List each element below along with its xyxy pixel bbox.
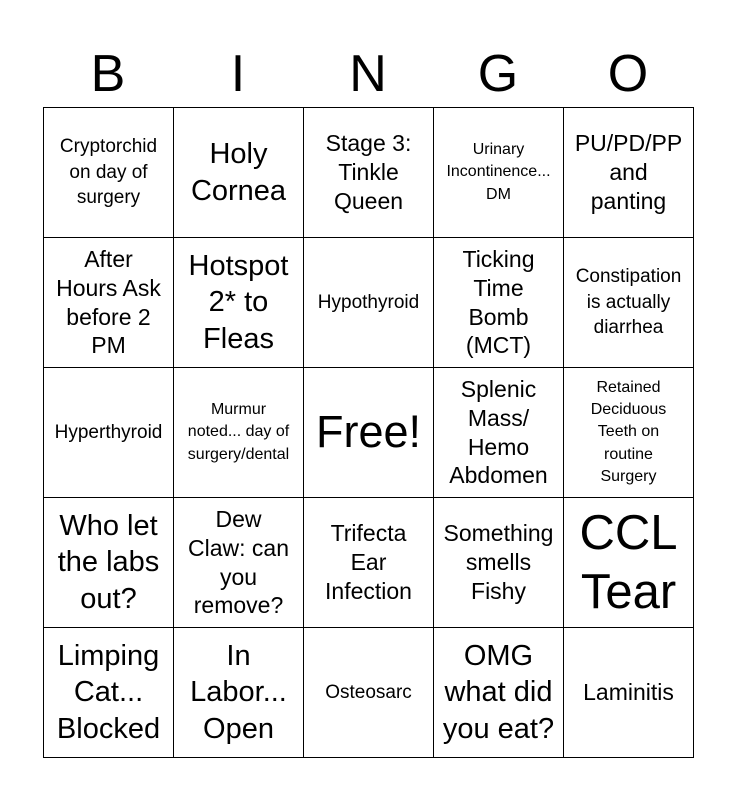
bingo-cell[interactable]: Hyperthyroid (44, 368, 174, 498)
bingo-cell[interactable]: Something smells Fishy (434, 498, 564, 628)
header-letter-b: B (90, 45, 126, 103)
bingo-cell[interactable]: Osteosarc (304, 628, 434, 758)
bingo-cell[interactable]: Holy Cornea (174, 108, 304, 238)
bingo-cell[interactable]: Dew Claw: can you remove? (174, 498, 304, 628)
bingo-grid (43, 107, 694, 758)
bingo-cell[interactable]: Trifecta Ear Infection (304, 498, 434, 628)
bingo-cell[interactable]: Murmur noted... day of surgery/dental (174, 368, 304, 498)
bingo-cell[interactable]: Stage 3: Tinkle Queen (304, 108, 434, 238)
free-space-cell[interactable]: Free! (304, 368, 434, 498)
bingo-cell[interactable]: Limping Cat... Blocked (44, 628, 174, 758)
bingo-cell[interactable]: OMG what did you eat? (434, 628, 564, 758)
bingo-cell[interactable]: Retained Deciduous Teeth on routine Surgery (564, 368, 694, 498)
bingo-header (43, 40, 693, 108)
bingo-cell[interactable]: PU/PD/PP and panting (564, 108, 694, 238)
bingo-cell[interactable]: Hotspot 2* to Fleas (174, 238, 304, 368)
bingo-cell[interactable]: After Hours Ask before 2 PM (44, 238, 174, 368)
header-letter-n: N (349, 45, 387, 103)
bingo-cell[interactable]: In Labor... Open (174, 628, 304, 758)
bingo-cell[interactable]: Hypothyroid (304, 238, 434, 368)
bingo-cell[interactable]: CCL Tear (564, 498, 694, 628)
header-letter-g: G (477, 45, 519, 103)
bingo-cell[interactable]: Who let the labs out? (44, 498, 174, 628)
bingo-cell[interactable]: Urinary Incontinence... DM (434, 108, 564, 238)
header-letter-o: O (607, 45, 649, 103)
bingo-cell[interactable]: Laminitis (564, 628, 694, 758)
bingo-cell[interactable]: Cryptorchid on day of surgery (44, 108, 174, 238)
bingo-cell[interactable]: Constipation is actually diarrhea (564, 238, 694, 368)
bingo-cell[interactable]: Ticking Time Bomb (MCT) (434, 238, 564, 368)
bingo-cell[interactable]: Splenic Mass/ Hemo Abdomen (434, 368, 564, 498)
header-letter-i: I (230, 45, 246, 103)
